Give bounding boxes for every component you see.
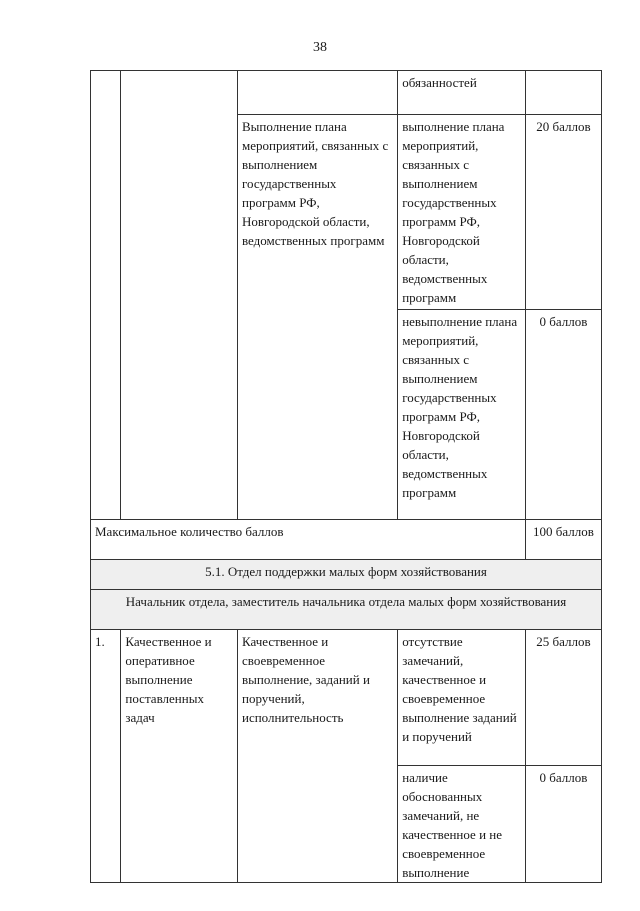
- condition-cell: наличие обоснованных замечаний, не качественное и не своевременное выполнение: [398, 766, 526, 883]
- criterion-cell: [121, 71, 238, 520]
- condition-cell: отсутствие замечаний, качественное и своевременное выполнение заданий и поручений: [398, 630, 526, 766]
- points-cell: [525, 71, 601, 115]
- position-title: Начальник отдела, заместитель начальника отдела малых форм хозяйствования: [91, 590, 602, 630]
- points-cell: 20 баллов: [525, 115, 601, 310]
- section-title-row: [91, 560, 602, 590]
- condition-cell: невыполнение плана мероприятий, связанных с выполнением государственных программ РФ, Новгородской области, ведомственных программ: [398, 310, 526, 520]
- number-cell: [91, 71, 121, 520]
- max-points-label: Максимальное количество баллов: [91, 520, 526, 560]
- table-row: [91, 71, 602, 115]
- max-points-value: 100 баллов: [525, 520, 601, 560]
- max-points-row: [91, 520, 602, 560]
- page-number: 38: [313, 40, 327, 55]
- condition-cell: обязанностей: [398, 71, 526, 115]
- section-title: 5.1. Отдел поддержки малых форм хозяйствования: [91, 560, 602, 590]
- evaluation-table: [90, 70, 602, 883]
- indicator-cell: Выполнение плана мероприятий, связанных с выполнением государственных программ РФ, Новгородской области, ведомственных программ: [238, 115, 398, 520]
- points-cell: 0 баллов: [525, 766, 601, 883]
- table-row: [91, 630, 602, 766]
- points-cell: 0 баллов: [525, 310, 601, 520]
- indicator-cell: [238, 71, 398, 115]
- indicator-cell: Качественное и своевременное выполнение, заданий и поручений, исполнительность: [238, 630, 398, 883]
- points-cell: 25 баллов: [525, 630, 601, 766]
- criterion-cell: Качественное и оперативное выполнение поставленных задач: [121, 630, 238, 883]
- number-cell: 1.: [91, 630, 121, 883]
- position-title-row: [91, 590, 602, 630]
- condition-cell: выполнение плана мероприятий, связанных с выполнением государственных программ РФ, Новгородской области, ведомственных программ: [398, 115, 526, 310]
